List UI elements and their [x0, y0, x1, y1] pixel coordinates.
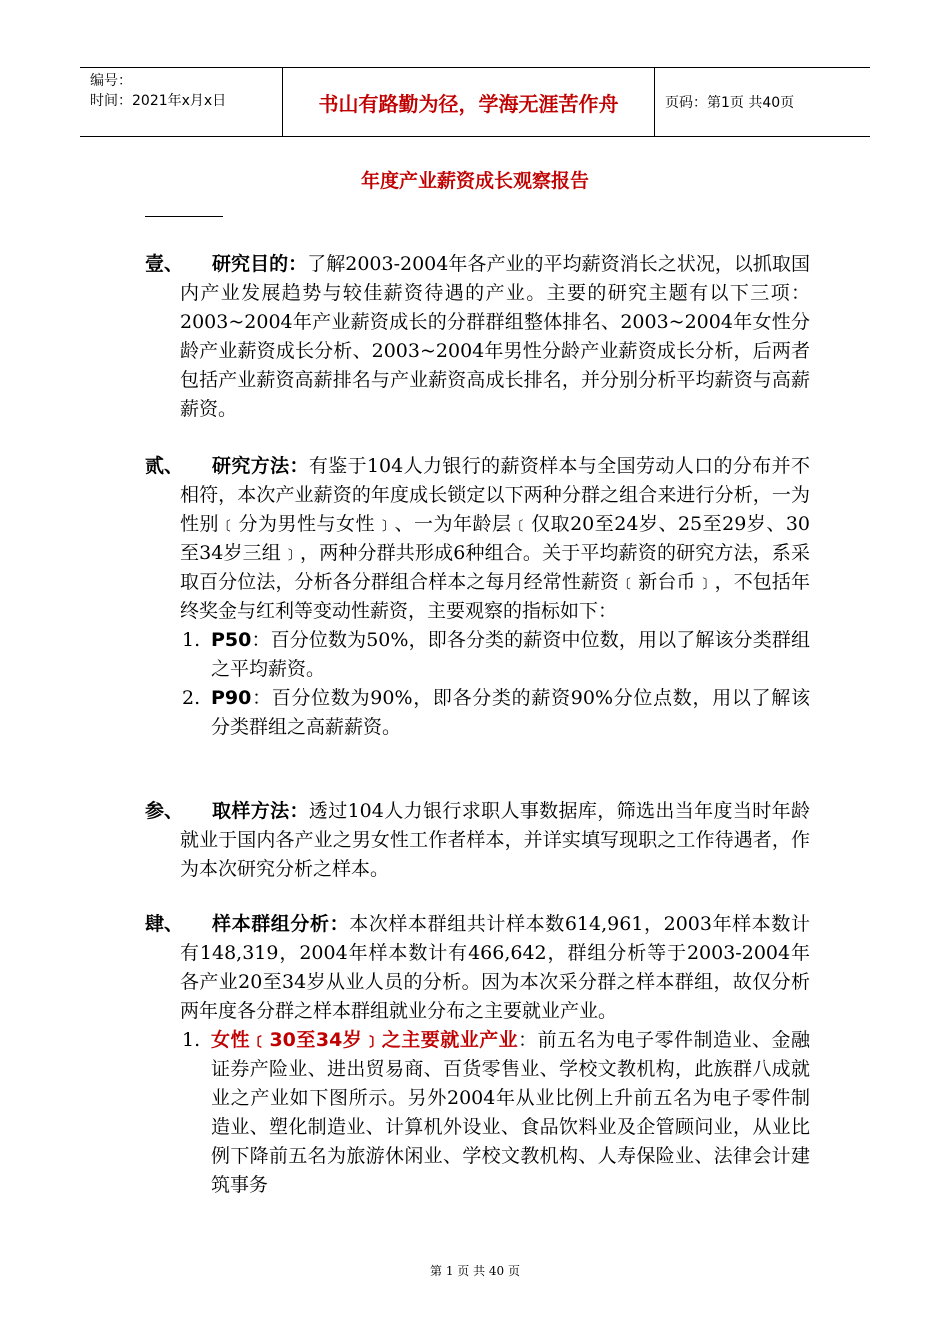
section-paragraph: [145, 452, 810, 626]
group-list: [145, 1026, 810, 1200]
section-paragraph: [145, 910, 810, 1026]
section-sampling: [145, 797, 810, 884]
list-keyword: P50: [211, 629, 252, 651]
section-text: 本次样本群组共计样本数614,961，2003年样本数计有148,319，2004年样本数计有466,642，群组分析等于2003-2004年各产业20至34岁从业人员的分析。因为本次采分群之样本群组，故仅分析两年度各分群之样本群组就业分布之主要就业产业。: [180, 913, 810, 1022]
list-number: 2.: [182, 687, 201, 709]
indicator-list: [145, 626, 810, 742]
list-text: ：前五名为电子零件制造业、金融证券产险业、进出贸易商、百货零售业、学校文教机构，此族群八成就业之产业如下图所示。另外2004年从业比例上升前五名为电子零件制造业、塑化制造业、计算机外设业、食品饮料业及企管顾问业，从业比例下降前五名为旅游休闲业、学校文教机构、人寿保险业、法律会计建筑事务: [211, 1029, 810, 1196]
section-keyword: 样本群组分析：: [212, 913, 350, 935]
short-divider: [145, 216, 223, 217]
list-number: 1.: [182, 629, 201, 651]
section-keyword: 研究目的：: [212, 253, 308, 275]
section-number: 参、: [145, 800, 184, 822]
list-item: [145, 1026, 810, 1200]
header-page-cell: [655, 68, 870, 136]
section-number: 壹、: [145, 253, 184, 275]
section-sample-analysis: [145, 910, 810, 1200]
section-keyword: 取样方法：: [212, 800, 309, 822]
page-footer: 第 1 页 共 40 页: [430, 1264, 520, 1278]
list-keyword: P90: [211, 687, 252, 709]
list-number: 1.: [182, 1029, 201, 1051]
header-table: [80, 67, 870, 137]
section-number: 贰、: [145, 455, 184, 477]
section-method: [145, 452, 810, 742]
section-text: 有鉴于104人力银行的薪资样本与全国劳动人口的分布并不相符，本次产业薪资的年度成长锁定以下两种分群之组合来进行分析，一为性别﹝分为男性与女性﹞、一为年龄层﹝仅取20至24岁、25至29岁、30至34岁三组﹞，两种分群共形成6种组合。关于平均薪资的研究方法，系采取百分位法，分析各分群组合样本之每月经常性薪资﹝新台币﹞，不包括年终奖金与红利等变动性薪资，主要观察的指标如下：: [180, 455, 810, 622]
section-paragraph: [145, 797, 810, 884]
code-label: 编号：: [90, 73, 132, 89]
time-label: 时间：2021年x月x日: [90, 93, 227, 109]
list-text: ：百分位数为90%，即各分类的薪资90%分位点数，用以了解该分类群组之高薪薪资。: [211, 687, 810, 738]
document-title: 年度产业薪资成长观察报告: [360, 170, 589, 192]
list-item: [145, 684, 810, 742]
section-keyword: 研究方法：: [212, 455, 309, 477]
list-item: [145, 626, 810, 684]
section-number: 肆、: [145, 913, 184, 935]
list-keyword: 女性﹝30至34岁﹞之主要就业产业: [211, 1029, 519, 1051]
header-left-cell: [80, 68, 283, 136]
section-paragraph: [145, 250, 810, 424]
section-text: 了解2003-2004年各产业的平均薪资消长之状况，以抓取国内产业发展趋势与较佳薪资待遇的产业。主要的研究主题有以下三项：2003~2004年产业薪资成长的分群群组整体排名、2003~2004年女性分龄产业薪资成长分析、2003~2004年男性分龄产业薪资成长分析，后两者包括产业薪资高薪排名与产业薪资高成长排名，并分别分析平均薪资与高薪薪资。: [180, 253, 810, 420]
motto: 书山有路勤为径，学海无涯苦作舟: [318, 91, 619, 116]
section-text: 透过104人力银行求职人事数据库，筛选出当年度当时年龄就业于国内各产业之男女性工作者样本，并详实填写现职之工作待遇者，作为本次研究分析之样本。: [180, 800, 810, 880]
list-text: ：百分位数为50%，即各分类的薪资中位数，用以了解该分类群组之平均薪资。: [211, 629, 810, 680]
section-purpose: [145, 250, 810, 424]
page-label: 页码：第1页 共40页: [665, 95, 795, 111]
header-motto-cell: [283, 68, 655, 136]
